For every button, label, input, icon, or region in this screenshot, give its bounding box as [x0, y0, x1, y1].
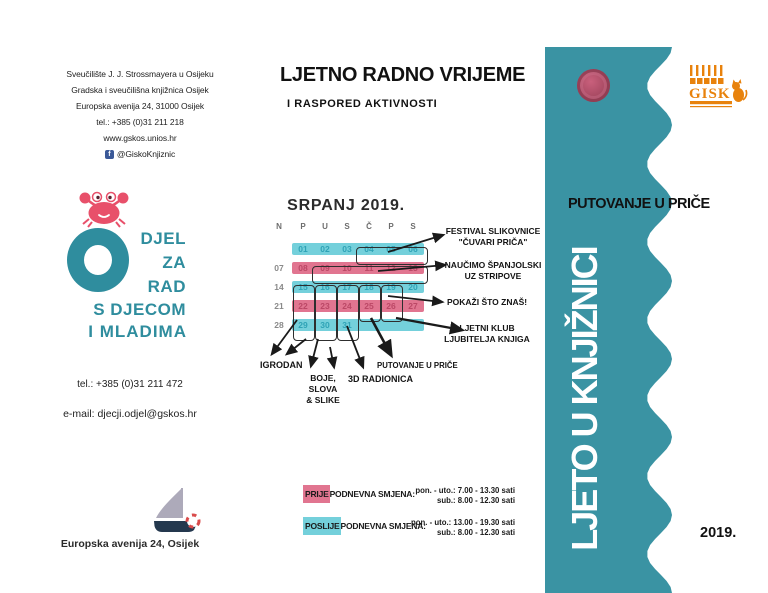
morning-color-swatch: PRIJE	[303, 485, 330, 503]
page-title: LJETNO RADNO VRIJEME	[280, 64, 526, 86]
event-outline-box	[356, 247, 428, 265]
calendar-date: 22	[298, 301, 308, 311]
calendar-date: 29	[298, 320, 308, 330]
legend-afternoon-shift	[303, 518, 515, 540]
department-line: S DJECOM	[93, 300, 186, 319]
institution-line: Sveučilište J. J. Strossmayera u Osijeku	[66, 69, 214, 79]
day-header: S	[344, 222, 350, 231]
calendar-date	[402, 319, 424, 331]
calendar-date: 12	[386, 263, 396, 273]
event-label	[431, 323, 543, 345]
event-outline-box	[315, 285, 337, 341]
department-word-rest: DJEL	[140, 229, 186, 248]
legend-morning-label	[303, 489, 415, 499]
department-phone: tel.: +385 (0)31 211 472	[77, 379, 183, 390]
crab-icon	[76, 188, 132, 228]
calendar-date: 10	[342, 263, 352, 273]
legend-time-line: pon. - uto.: 13.00 - 19.30 sati	[411, 518, 515, 527]
event-outline-box	[359, 285, 381, 322]
calendar-date: 31	[342, 320, 352, 330]
event-label-line: LJETNI KLUB	[459, 323, 515, 333]
legend-time-line: sub.: 8.00 - 12.30 sati	[436, 496, 515, 505]
calendar-month-title: SRPANJ 2019.	[287, 197, 405, 214]
department-line: ZA	[162, 253, 186, 272]
event-label-line: 3D RADIONICA	[348, 374, 414, 384]
calendar-date: 23	[320, 301, 330, 311]
sunday-date: 28	[274, 320, 284, 330]
calendar-date: 03	[342, 244, 352, 254]
gisk-logo	[686, 64, 750, 110]
calendar-date: 08	[298, 263, 308, 273]
institution-website: www.gskos.unios.hr	[103, 133, 177, 143]
calendar-date: 17	[342, 282, 352, 292]
calendar-date: 15	[298, 282, 308, 292]
sunday-date: 21	[274, 301, 284, 311]
calendar-date: 04	[364, 244, 374, 254]
day-header: N	[276, 222, 282, 231]
event-outline-box	[337, 285, 359, 341]
vertical-title: LJETO U KNJIŽNICI	[564, 247, 605, 551]
event-label-line: "ČUVARI PRIČA"	[458, 237, 528, 247]
event-label	[377, 361, 482, 370]
right-panel-event-title: PUTOVANJE U PRIČE	[568, 196, 710, 212]
page-subtitle: I RASPORED AKTIVNOSTI	[287, 98, 438, 110]
legend-afternoon-times	[400, 518, 515, 538]
event-label-line: & SLIKE	[306, 395, 340, 405]
event-label-line: FESTIVAL SLIKOVNICE	[445, 226, 541, 236]
calendar-date: 26	[386, 301, 396, 311]
institution-phone: tel.: +385 (0)31 211 218	[96, 117, 184, 127]
gisk-logo-text: GISK	[689, 86, 731, 102]
institution-block	[10, 66, 270, 162]
event-outline-box	[381, 285, 403, 322]
event-label-line: POKAŽI ŠTO ZNAŠ!	[447, 297, 528, 307]
event-label-line: NAUČIMO ŠPANJOLSKI	[444, 260, 542, 270]
day-header: P	[300, 222, 306, 231]
event-label-line: UZ STRIPOVE	[464, 271, 522, 281]
department-line: I MLADIMA	[88, 322, 187, 341]
day-header: P	[388, 222, 394, 231]
event-label	[348, 374, 440, 384]
day-header: U	[322, 222, 328, 231]
event-label-line: PUTOVANJE U PRIČE	[377, 361, 458, 370]
sailboat-icon	[150, 486, 202, 538]
legend-morning-shift	[303, 486, 515, 508]
sunday-date: 07	[274, 263, 284, 273]
calendar-date: 27	[408, 301, 418, 311]
afternoon-color-swatch: POSLIJE	[303, 517, 341, 535]
legend-morning-times	[400, 486, 515, 506]
calendar-date: 13	[408, 263, 418, 273]
event-label	[435, 226, 551, 248]
calendar-day-headers	[266, 222, 436, 232]
social-handle: @GiskoKnjiznic	[116, 149, 176, 159]
day-header: S	[410, 222, 416, 231]
year-label: 2019.	[700, 525, 737, 541]
legend-morning-label-rest: PODNEVNA SMJENA:	[329, 489, 415, 499]
event-outline-box	[293, 285, 315, 341]
calendar-date: 09	[320, 263, 330, 273]
legend-time-line: sub.: 8.00 - 12.30 sati	[436, 528, 515, 537]
footer-address: Europska avenija 24, Osijek	[60, 538, 200, 550]
calendar-date: 05	[386, 244, 396, 254]
calendar	[266, 222, 436, 344]
legend-afternoon-label-rest: PODNEVNA SMJENA:	[340, 521, 426, 531]
calendar-date: 11	[364, 263, 374, 273]
calendar-date: 02	[320, 244, 330, 254]
calendar-date: 30	[320, 320, 330, 330]
legend-time-line: pon. - uto.: 7.00 - 13.30 sati	[415, 486, 515, 495]
event-label	[447, 297, 557, 307]
calendar-date: 20	[408, 282, 418, 292]
institution-line: Europska avenija 24, 31000 Osijek	[75, 101, 205, 111]
calendar-date: 16	[320, 282, 330, 292]
wax-seal-icon	[577, 69, 610, 102]
event-label-line: IGRODAN	[260, 360, 303, 370]
calendar-date: 19	[386, 282, 396, 292]
event-label	[297, 373, 349, 406]
sunday-date	[266, 243, 292, 255]
calendar-date: 18	[364, 282, 374, 292]
social-line	[10, 146, 270, 162]
department-email: e-mail: djecji.odjel@gskos.hr	[63, 408, 197, 420]
calendar-date: 24	[342, 301, 352, 311]
calendar-date: 01	[298, 244, 308, 254]
event-label-line: BOJE,	[310, 373, 336, 383]
institution-line: Gradska i sveučilišna knjižnica Osijek	[71, 85, 209, 95]
day-header: Č	[366, 222, 372, 231]
calendar-date: 25	[364, 301, 374, 311]
event-label	[435, 260, 551, 282]
facebook-icon: f	[105, 150, 114, 159]
sunday-date: 14	[274, 282, 284, 292]
event-outline-box	[312, 266, 428, 284]
event-label-line: LJUBITELJA KNJIGA	[444, 334, 530, 344]
arrow-connector	[330, 347, 334, 367]
calendar-date: 06	[408, 244, 418, 254]
event-label-line: SLOVA	[308, 384, 338, 394]
department-line: RAD	[147, 277, 186, 296]
department-big-o	[67, 228, 129, 292]
event-label	[260, 360, 322, 370]
